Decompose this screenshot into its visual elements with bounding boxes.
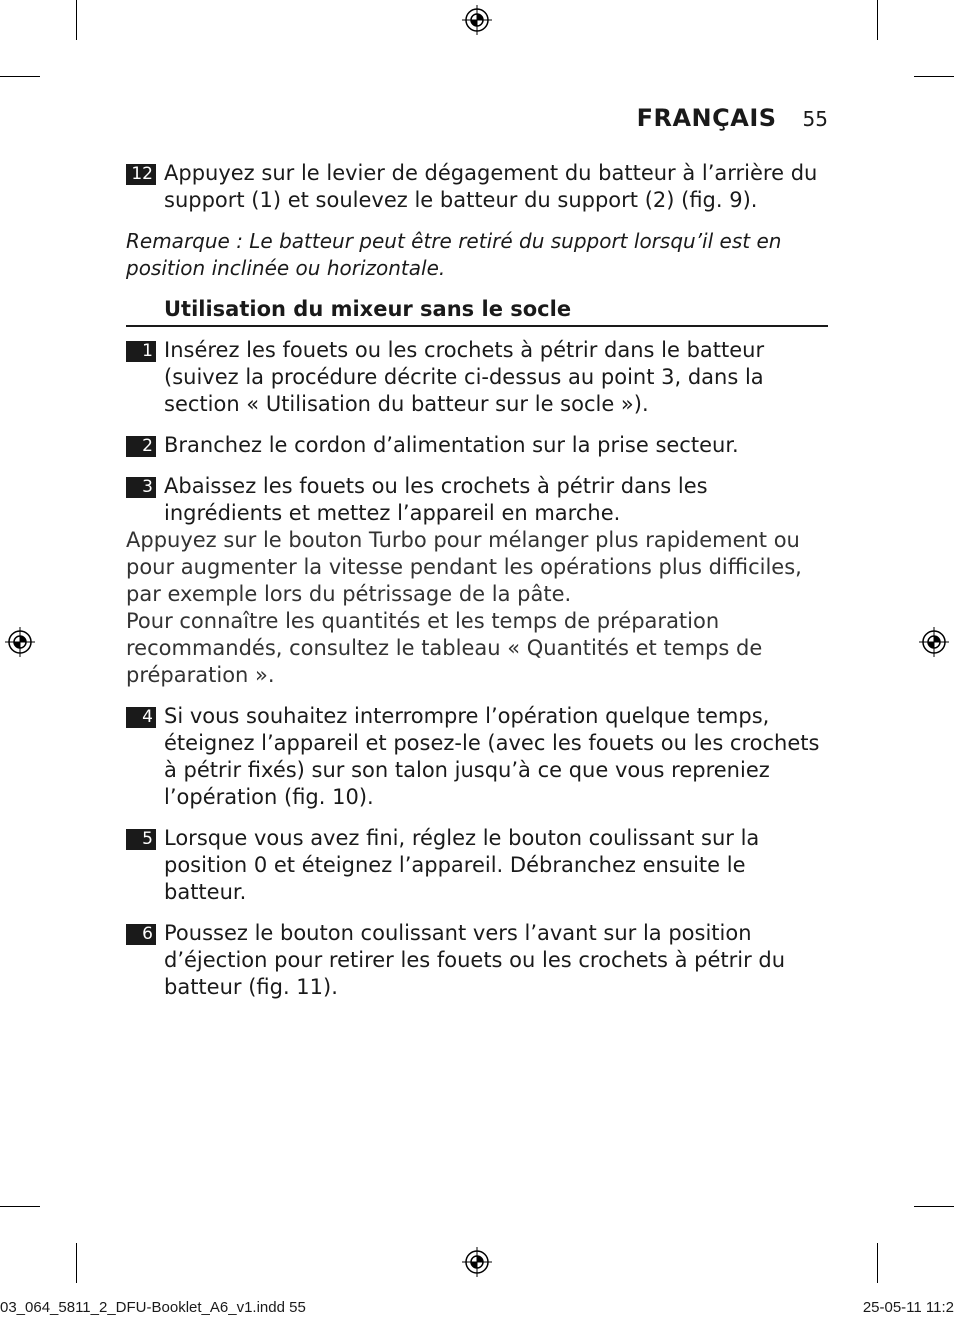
registration-mark-left-icon [5,627,35,657]
step-4 [126,703,828,811]
section-title: Utilisation du mixeur sans le socle [126,296,828,327]
step-2 [126,432,828,459]
paragraph-turbo: Appuyez sur le bouton Turbo pour mélanger plus rapidement ou pour augmenter la vitesse pendant les opérations plus difficiles, par exemple lors du pétrissage de la pâte. [126,528,802,606]
page-number: 55 [802,107,828,131]
step-text: Si vous souhaitez interrompre l’opération quelque temps, éteignez l’appareil et posez-le (avec les fouets ou les crochets à pétrir fixés) sur son talon jusqu’à ce que vous repreniez l’opération (fig. 10). [164,704,820,809]
step-text: Abaissez les fouets ou les crochets à pétrir dans les ingrédients et mettez l’appareil en marche. [164,474,708,525]
crop-mark-bottom-right [877,1243,878,1283]
step-text: Insérez les fouets ou les crochets à pétrir dans le batteur (suivez la procédure décrite ci-dessus au point 3, dans la section « Utilisation du batteur sur le socle »). [164,338,765,416]
step-5 [126,825,828,906]
step-3 [126,473,828,527]
crop-mark-top-right [877,0,878,40]
file-name: 03_064_5811_2_DFU-Booklet_A6_v1.indd 55 [0,1299,306,1316]
step-3-details [126,527,828,689]
crop-mark-top-left [76,0,77,40]
step-number-badge: 12 [126,164,156,185]
crop-mark-right-top [914,76,954,77]
step-number-badge: 6 [126,924,156,945]
step-text: Poussez le bouton coulissant vers l’avant sur la position d’éjection pour retirer les fouets ou les crochets à pétrir du batteur (fig. 11). [164,921,786,999]
step-6 [126,920,828,1001]
note: Remarque : Le batteur peut être retiré du support lorsqu’il est en position inclinée ou horizontale. [126,229,782,280]
step-number-badge: 5 [126,829,156,850]
page-content [126,160,828,1015]
step-number-badge: 4 [126,707,156,728]
step-12 [126,160,828,214]
step-text: Appuyez sur le levier de dégagement du batteur à l’arrière du support (1) et soulevez le batteur du support (2) (fig. 9). [164,161,818,212]
registration-mark-top-icon [462,5,492,35]
registration-mark-right-icon [919,627,949,657]
crop-mark-left-bottom [0,1206,40,1207]
crop-mark-left-top [0,76,40,77]
paragraph-quantities: Pour connaître les quantités et les temps de préparation recommandés, consultez le tableau « Quantités et temps de préparation ». [126,609,763,687]
step-1 [126,337,828,418]
registration-mark-bottom-icon [462,1247,492,1277]
crop-mark-bottom-left [76,1243,77,1283]
step-number-badge: 2 [126,436,156,457]
page-header [637,104,828,132]
step-text: Lorsque vous avez fini, réglez le bouton coulissant sur la position 0 et éteignez l’appareil. Débranchez ensuite le batteur. [164,826,760,904]
step-text: Branchez le cordon d’alimentation sur la prise secteur. [164,433,739,457]
print-date: 25-05-11 11:2 [862,1299,954,1316]
language-label: FRANÇAIS [636,104,777,132]
crop-mark-right-bottom [914,1206,954,1207]
step-number-badge: 1 [126,341,156,362]
step-number-badge: 3 [126,477,156,498]
